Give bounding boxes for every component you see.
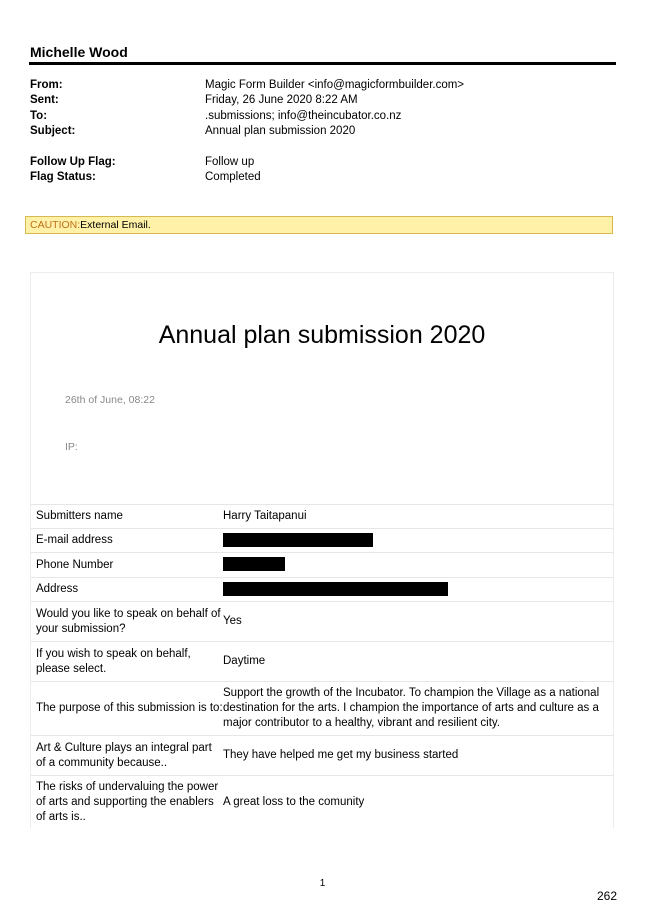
table-row	[31, 577, 613, 601]
email-owner-name: Michelle Wood	[30, 44, 128, 60]
caution-banner	[25, 216, 613, 234]
table-row	[31, 775, 613, 829]
table-row	[31, 641, 613, 681]
sent-label: Sent:	[30, 94, 59, 106]
table-row	[31, 504, 613, 528]
row-value: Harry Taitapanui	[223, 510, 307, 522]
row-value	[223, 582, 613, 597]
form-date: 26th of June, 08:22	[65, 394, 155, 406]
from-value: Magic Form Builder <info@magicformbuilder.com>	[205, 79, 465, 91]
to-value: .submissions; info@theincubator.co.nz	[205, 110, 402, 122]
row-value: Support the growth of the Incubator. To champion the Village as a national destination for the arts. I champion the importance of arts and culture as a major contributor to a healthy, vibrant and resilient city.	[223, 687, 600, 729]
row-label: The purpose of this submission is to:	[36, 702, 223, 714]
table-row	[31, 601, 613, 641]
owner-divider	[29, 62, 616, 65]
row-label: Art & Culture plays an integral part of a community because..	[36, 741, 212, 769]
subject-value: Annual plan submission 2020	[205, 125, 356, 137]
flag-status-value: Completed	[205, 171, 261, 183]
subject-label: Subject:	[30, 125, 76, 137]
form-card	[30, 272, 614, 828]
row-value: They have helped me get my business started	[223, 749, 459, 761]
row-value: A great loss to the comunity	[223, 796, 365, 808]
redaction-block	[223, 533, 373, 547]
table-row	[31, 735, 613, 775]
table-row	[31, 552, 613, 577]
row-value	[223, 557, 613, 572]
row-label: Submitters name	[36, 510, 123, 522]
row-label: E-mail address	[36, 534, 113, 546]
to-label: To:	[30, 110, 48, 122]
caution-prefix: CAUTION:	[30, 219, 81, 231]
submission-table	[31, 504, 613, 829]
redaction-block	[223, 582, 448, 596]
redaction-block	[223, 557, 285, 571]
caution-text: External Email.	[80, 219, 151, 231]
row-label: Address	[36, 583, 79, 595]
flag-status-label: Flag Status:	[30, 171, 96, 183]
page-number: 1	[319, 878, 326, 889]
row-label: If you wish to speak on behalf, please select.	[36, 647, 191, 675]
row-label: Phone Number	[36, 558, 114, 571]
document-number: 262	[597, 889, 618, 903]
sent-value: Friday, 26 June 2020 8:22 AM	[205, 94, 358, 106]
follow-up-flag-label: Follow Up Flag:	[30, 156, 116, 168]
row-value: Yes	[223, 615, 242, 627]
follow-up-flag-value: Follow up	[205, 156, 255, 168]
table-row	[31, 681, 613, 735]
form-title: Annual plan submission 2020	[158, 321, 486, 349]
row-label: The risks of undervaluing the power of arts and supporting the enablers of arts is..	[36, 781, 219, 823]
table-row	[31, 528, 613, 552]
row-value: Daytime	[223, 655, 266, 667]
form-ip-label: IP:	[65, 441, 78, 453]
row-label: Would you like to speak on behalf of your submission?	[36, 607, 221, 635]
row-value	[223, 533, 613, 548]
from-label: From:	[30, 79, 63, 91]
